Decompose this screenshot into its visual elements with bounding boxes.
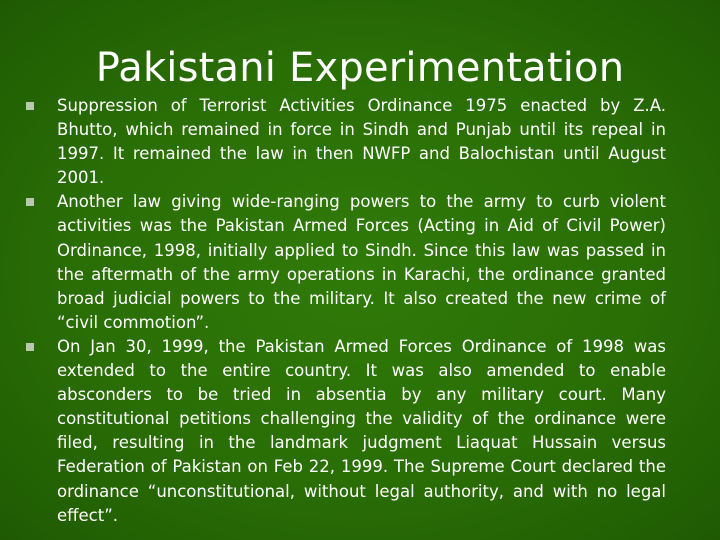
square-bullet-icon [26,198,34,206]
bullet-item-3 [26,335,666,528]
slide-title: Pakistani Experimentation [95,45,625,91]
square-bullet-icon [26,343,34,351]
square-bullet-icon [26,102,34,110]
bullet-text-2: Another law giving wide-ranging powers to the army to curb violent activities was the Pakistan Armed Forces (Acting in Aid of Civil Power) Ordinance, 1998, initially applied to Sindh. Since this law was passed in the aftermath of the army operations in Karachi, the ordinance granted broad judicial powers to the military. It also created the new crime of “civil commotion”. [57,192,666,332]
bullet-item-1 [26,94,666,190]
bullet-text-1: Suppression of Terrorist Activities Ordinance 1975 enacted by Z.A. Bhutto, which remained in force in Sindh and Punjab until its repeal in 1997. It remained the law in then NWFP and Balochistan until August 2001. [57,96,666,188]
bullet-list [26,94,666,528]
bullet-text-3: On Jan 30, 1999, the Pakistan Armed Forces Ordinance of 1998 was extended to the entire country. It was also amended to enable absconders to be tried in absentia by any military court. Many constitutional petitions challenging the validity of the ordinance were filed, resulting in the landmark judgment Liaquat Hussain versus Federation of Pakistan on Feb 22, 1999. The Supreme Court declared the ordinance “unconstitutional, without legal authority, and with no legal effect”. [57,336,666,525]
bullet-item-2 [26,190,666,335]
